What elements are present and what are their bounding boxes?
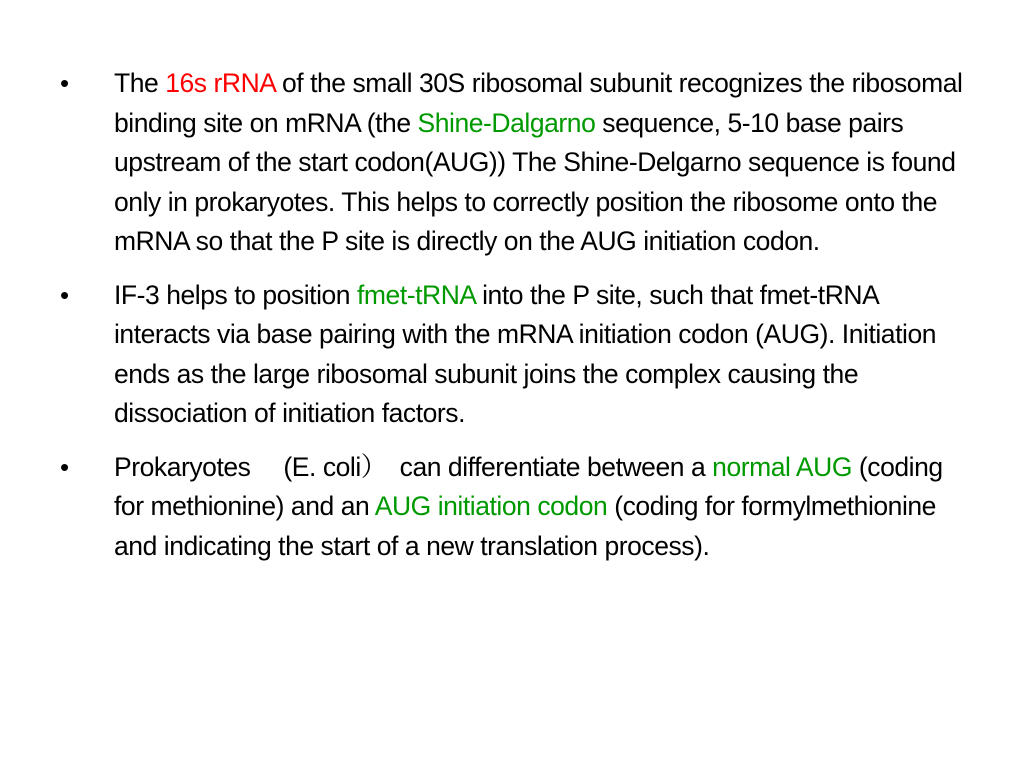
highlight-aug-initiation-codon: AUG initiation codon (374, 491, 608, 521)
bullet-marker: • (60, 68, 69, 98)
highlight-shine-dalgarno: Shine-Dalgarno (417, 107, 596, 138)
bullet-1-text-part: of the small 30S ribosomal subunit recognizes the ribosomal binding site on mRNA (the (114, 68, 963, 138)
highlight-16s-rrna: 16s rRNA (165, 68, 276, 98)
bullet-item-1 (60, 64, 972, 262)
bullet-text-1 (114, 64, 972, 262)
bullet-marker: • (60, 451, 69, 482)
bullet-3-text-part: Prokaryotes (E. coli） can differentiate between a (114, 451, 713, 482)
bullet-3-text-part: (coding for formylmethionine and indicating the start of a new translation process). (114, 491, 936, 561)
bullet-1-text-part: sequence, 5-10 base pairs upstream of the start codon(AUG)) The Shine-Delgarno sequence is found only in prokaryotes. This helps to correctly position the ribosome onto the mRNA so that the P site is directly on the AUG initiation codon. (114, 107, 956, 256)
highlight-normal-aug: normal AUG (712, 451, 852, 482)
highlight-fmet-trna: fmet-tRNA (357, 279, 476, 310)
bullet-1-text-part: The (114, 68, 166, 98)
bullet-text-2 (114, 276, 972, 434)
bullet-2-text-part: into the P site, such that fmet-tRNA interacts via base pairing with the mRNA initiation codon (AUG). Initiation ends as the large ribosomal subunit joins the complex causing the dissociation of initiation factors. (114, 279, 937, 428)
bullet-3-text-part: (coding for methionine) and an (114, 451, 943, 521)
bullet-list (60, 64, 972, 580)
bullet-item-3 (60, 448, 972, 567)
bullet-text-3 (114, 448, 972, 567)
bullet-marker: • (60, 279, 69, 310)
bullet-2-text-part: IF-3 helps to position (114, 279, 358, 310)
bullet-item-2 (60, 276, 972, 434)
